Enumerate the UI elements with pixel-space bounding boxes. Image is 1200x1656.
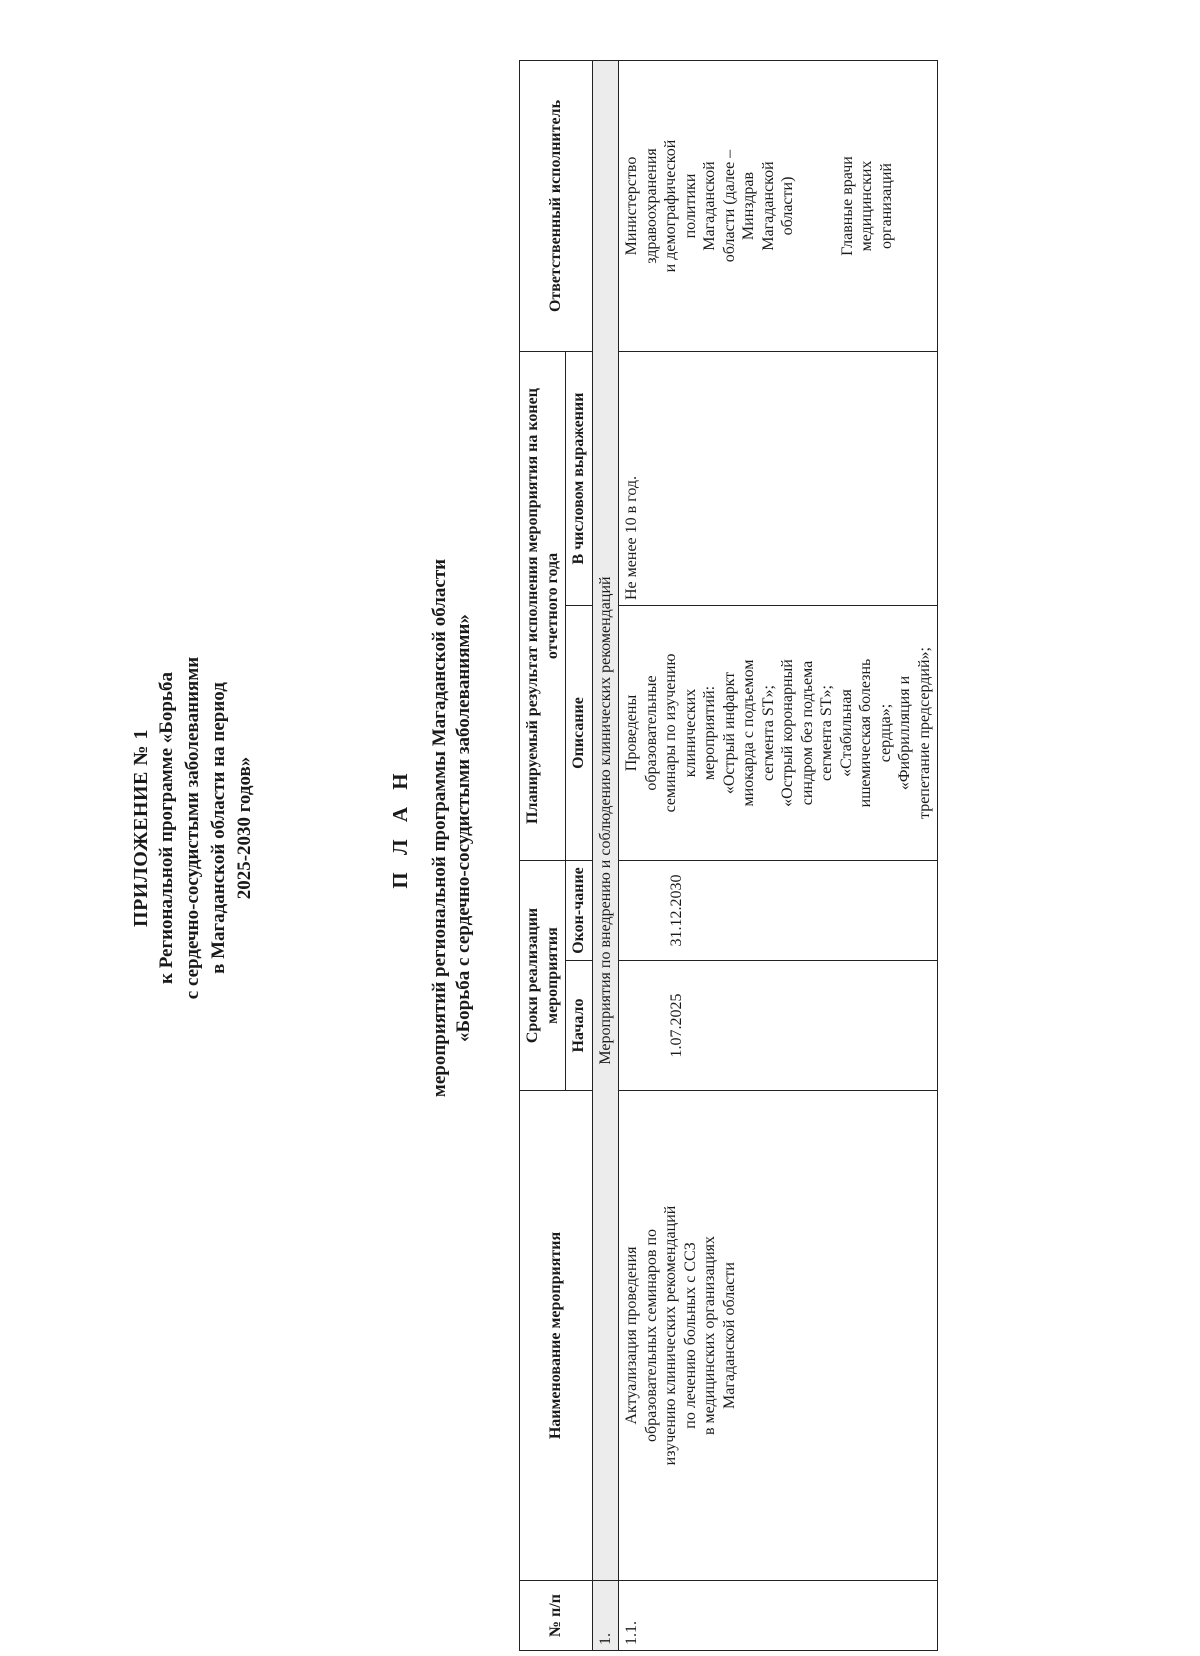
plan-subtitle-line: «Борьба с сердечно-сосудистыми заболеваниями» — [453, 614, 474, 1042]
plan-table — [519, 60, 938, 1651]
plan-subtitle-line: мероприятий региональной программы Магаданской области — [429, 558, 450, 1098]
header-period: Сроки реализации мероприятия — [520, 861, 566, 1091]
row-description-line: сердца»; — [876, 703, 894, 763]
row-description-line: «Стабильная — [837, 689, 855, 777]
row-name-line: в медицинских организациях — [701, 1235, 718, 1436]
row-start: 1.07.2025 — [619, 961, 938, 1091]
row-description-line: семинары по изучению — [662, 653, 679, 813]
row-responsible-line: здравоохранения — [642, 148, 660, 264]
row-description-line: «Острый инфаркт — [720, 671, 738, 795]
row-responsible-line: Магаданской — [759, 161, 777, 251]
row-name-line: Актуализация проведения — [623, 1246, 640, 1425]
row-responsible-line: области (далее – — [720, 149, 738, 263]
appendix-header — [128, 0, 258, 1656]
row-responsible-line: организаций — [877, 163, 895, 249]
row-responsible-line: Минздрав — [740, 171, 757, 241]
row-description-line: сегмента ST»; — [818, 685, 835, 781]
row-responsible-line: политики — [681, 173, 699, 239]
section-row — [592, 61, 619, 1651]
appendix-title: ПРИЛОЖЕНИЕ № 1 — [130, 729, 152, 927]
header-num: № п/п — [520, 1581, 593, 1651]
row-name-line: по лечению больных с ССЗ — [681, 1242, 699, 1429]
row-description — [619, 606, 938, 861]
row-responsible-line: и демографической — [662, 139, 679, 273]
header-name: Наименование мероприятия — [520, 1091, 593, 1581]
plan-subtitle — [428, 0, 476, 1656]
header-end: Окон-чание — [566, 861, 593, 961]
appendix-line: 2025-2030 годов» — [234, 756, 255, 900]
row-name-line: Магаданской области — [720, 1262, 738, 1409]
header-responsible: Ответственный исполнитель — [520, 61, 593, 352]
row-description-line: мероприятий: — [701, 685, 718, 781]
row-name-line: образовательных семинаров по — [642, 1228, 660, 1443]
row-responsible-line: медицинских — [858, 160, 875, 252]
appendix-line: к Региональной программе «Борьба — [156, 672, 177, 984]
row-description-line: трепетание предсердий»; — [915, 647, 933, 819]
row-num: 1.1. — [619, 1581, 938, 1651]
row-description-line: «Острый коронарный — [779, 659, 796, 807]
appendix-line: с сердечно-сосудистыми заболеваниями — [182, 656, 203, 1000]
row-name — [619, 1091, 938, 1581]
plan-title: П Л А Н — [388, 767, 412, 889]
row-description-line: Проведены — [623, 694, 640, 772]
row-description-line: сегмента ST»; — [759, 685, 777, 781]
row-responsible-line: Магаданской — [701, 161, 718, 251]
header-numeric: В числовом выражении — [566, 352, 593, 606]
row-description-line: «Фибрилляция и — [896, 675, 913, 791]
row-numeric: Не менее 10 в год. — [619, 352, 938, 606]
row-description-line: миокарда с подъемом — [740, 659, 757, 807]
header-start: Начало — [566, 961, 593, 1091]
row-responsible-line: Главные врачи — [838, 156, 856, 256]
section-title: Мероприятия по внедрению и соблюдению клинических рекомендаций — [592, 61, 619, 1581]
row-description-line: образовательные — [642, 675, 660, 791]
row-responsible — [619, 61, 938, 352]
header-result: Планируемый результат исполнения мероприятия на конец отчетного года — [520, 352, 566, 861]
row-description-line: ишемическая болезнь — [857, 658, 874, 808]
row-responsible-line: области) — [779, 176, 796, 236]
row-description-line: синдром без подъема — [798, 660, 816, 806]
table-row — [619, 61, 938, 1651]
row-responsible-spacer — [798, 66, 838, 346]
header-description: Описание — [566, 606, 593, 861]
row-name-line: изучению клинических рекомендаций — [662, 1205, 679, 1466]
row-end: 31.12.2030 — [619, 861, 938, 961]
row-responsible-line: Министерство — [623, 156, 640, 256]
appendix-line: в Магаданской области на период — [208, 682, 229, 974]
row-description-line: клинических — [681, 688, 699, 778]
section-num: 1. — [592, 1581, 619, 1651]
